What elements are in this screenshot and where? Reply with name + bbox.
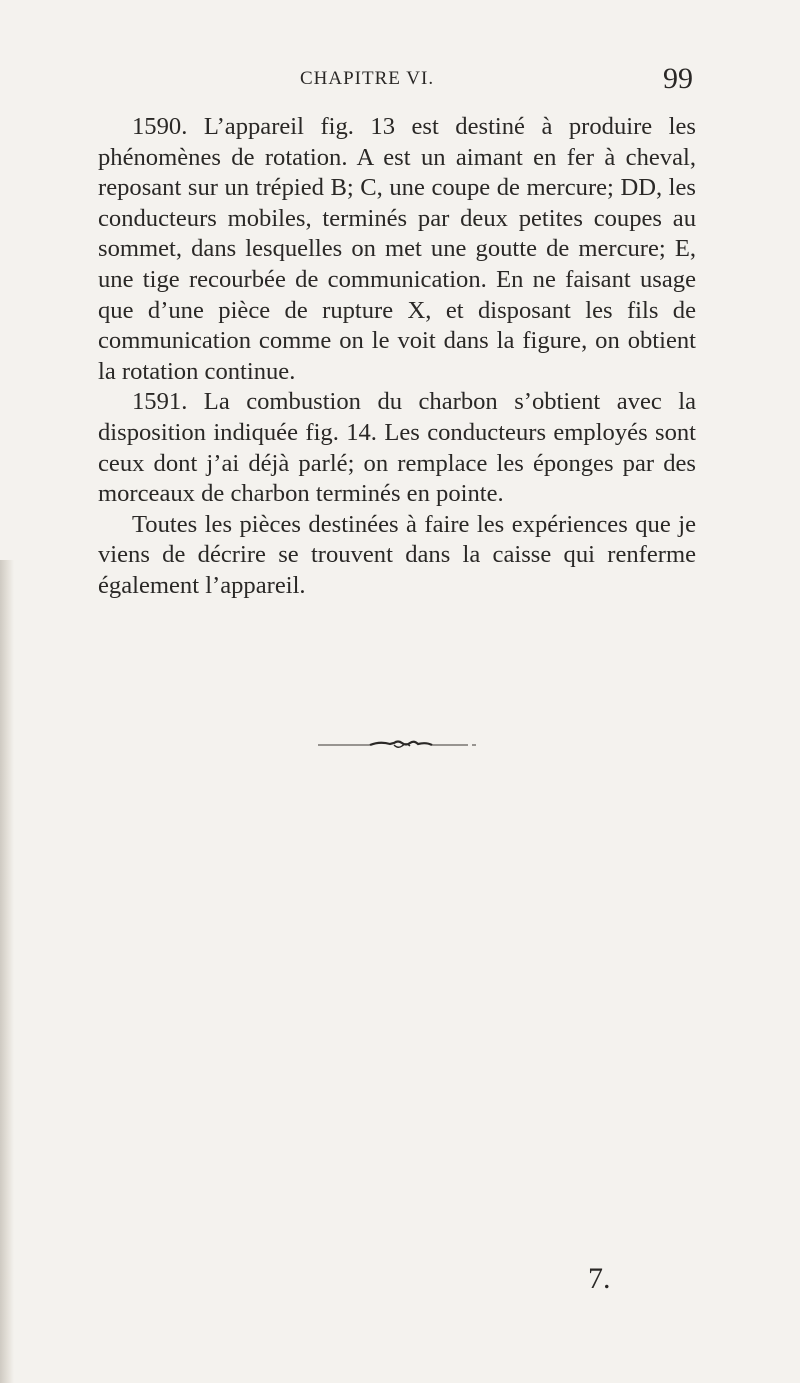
binding-shadow — [0, 560, 14, 1383]
paragraph-1591: 1591. La combustion du charbon s’obtient avec la disposition indiquée fig. 14. Les conducteurs employés sont ceux dont j’ai déjà parlé; on remplace les éponges par des morceaux de charbon terminés en pointe. — [98, 388, 696, 508]
paragraph-1590: 1590. L’appareil fig. 13 est destiné à produire les phénomènes de rotation. A est un aimant en fer à cheval, reposant sur un trépied B; C, une coupe de mercure; DD, les conducteurs mobiles, terminés par deux petites coupes au sommet, dans lesquelles on met une goutte de mercure; E, une tige recourbée de communication. En ne faisant usage que d’une pièce de rupture X, et disposant les fils de communication comme on le voit dans la figure, on obtient la rotation continue. — [98, 113, 696, 385]
page-header — [0, 62, 800, 102]
page-number: 99 — [663, 62, 693, 95]
body-text — [98, 112, 696, 602]
signature-mark: 7. — [588, 1262, 611, 1295]
running-title: CHAPITRE VI. — [300, 68, 435, 89]
section-end-ornament — [318, 738, 478, 752]
paragraph-closing: Toutes les pièces destinées à faire les expériences que je viens de décrire se trouvent dans la caisse qui renferme également l’appareil. — [98, 510, 696, 599]
